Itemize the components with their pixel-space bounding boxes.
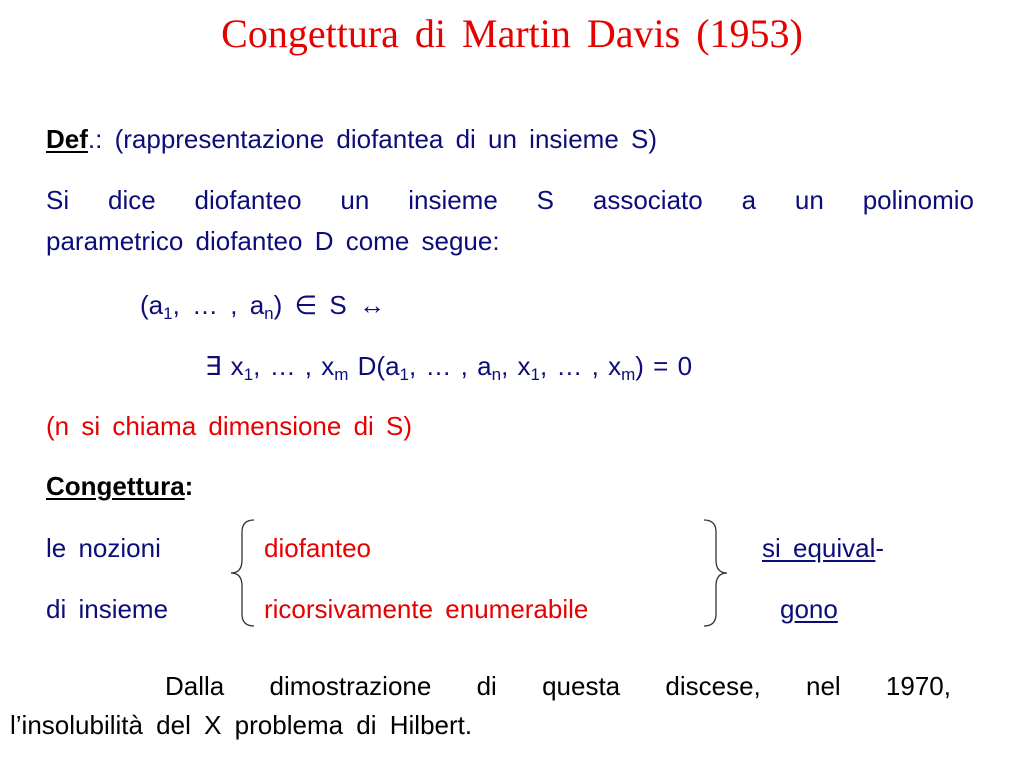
definition-paragraph-line-2: parametrico diofanteo D come segue: xyxy=(46,226,500,256)
formula2-sub: 1 xyxy=(530,365,540,384)
def-label: Def xyxy=(46,124,88,154)
formula2-part: , x xyxy=(501,351,531,381)
formula2-part: D(a xyxy=(348,351,400,381)
formula1-sub2: n xyxy=(264,304,274,323)
equival-hyphen: - xyxy=(875,533,885,563)
slide-title: Congettura di Martin Davis (1953) xyxy=(221,11,803,56)
formula2-part: , … , x xyxy=(539,351,622,381)
formula2-sub: 1 xyxy=(243,365,254,384)
left-brace-icon xyxy=(228,518,258,628)
equival-text: si equival xyxy=(762,533,876,563)
right-brace-icon xyxy=(700,518,730,628)
formula2-part: , … , x xyxy=(253,351,335,381)
conjecture-heading xyxy=(46,471,193,502)
notions-diophantine: diofanteo xyxy=(264,533,371,563)
notions-left-2: di insieme xyxy=(46,594,169,624)
conclusion-line-2: l’insolubilità del X problema di Hilbert. xyxy=(10,710,473,740)
formula1-rest: ) ∈ S ↔ xyxy=(273,290,385,320)
conjecture-label: Congettura xyxy=(46,471,185,501)
formula2-part: ) = 0 xyxy=(635,351,693,381)
formula-membership xyxy=(140,290,385,321)
def-text: .: (rappresentazione diofantea di un insieme S) xyxy=(87,124,657,154)
conclusion-line-1: Dalla dimostrazione di questa discese, nel 1970, xyxy=(165,671,951,701)
formula1-sub1: 1 xyxy=(163,304,173,323)
conjecture-colon: : xyxy=(184,471,194,501)
notions-left-1: le nozioni xyxy=(46,533,161,563)
formula2-sub: m xyxy=(621,365,636,384)
notions-equivalent xyxy=(762,533,884,564)
formula2-part: , … , a xyxy=(409,351,492,381)
formula2-sub: 1 xyxy=(399,365,410,384)
formula2-part: ∃ x xyxy=(205,351,244,381)
formula2-sub: n xyxy=(491,365,502,384)
definition-paragraph-line-1: Si dice diofanteo un insieme S associato a un polinomio xyxy=(46,185,974,215)
dimension-note: (n si chiama dimensione di S) xyxy=(46,411,413,441)
formula1-open: (a xyxy=(140,290,164,320)
formula-existential xyxy=(205,351,692,382)
formula1-mid: , … , a xyxy=(172,290,265,320)
notions-recursively-enumerable: ricorsivamente enumerabile xyxy=(264,594,589,624)
formula2-sub: m xyxy=(334,365,349,384)
notions-gono: gono xyxy=(780,594,838,624)
definition-line xyxy=(46,124,657,155)
